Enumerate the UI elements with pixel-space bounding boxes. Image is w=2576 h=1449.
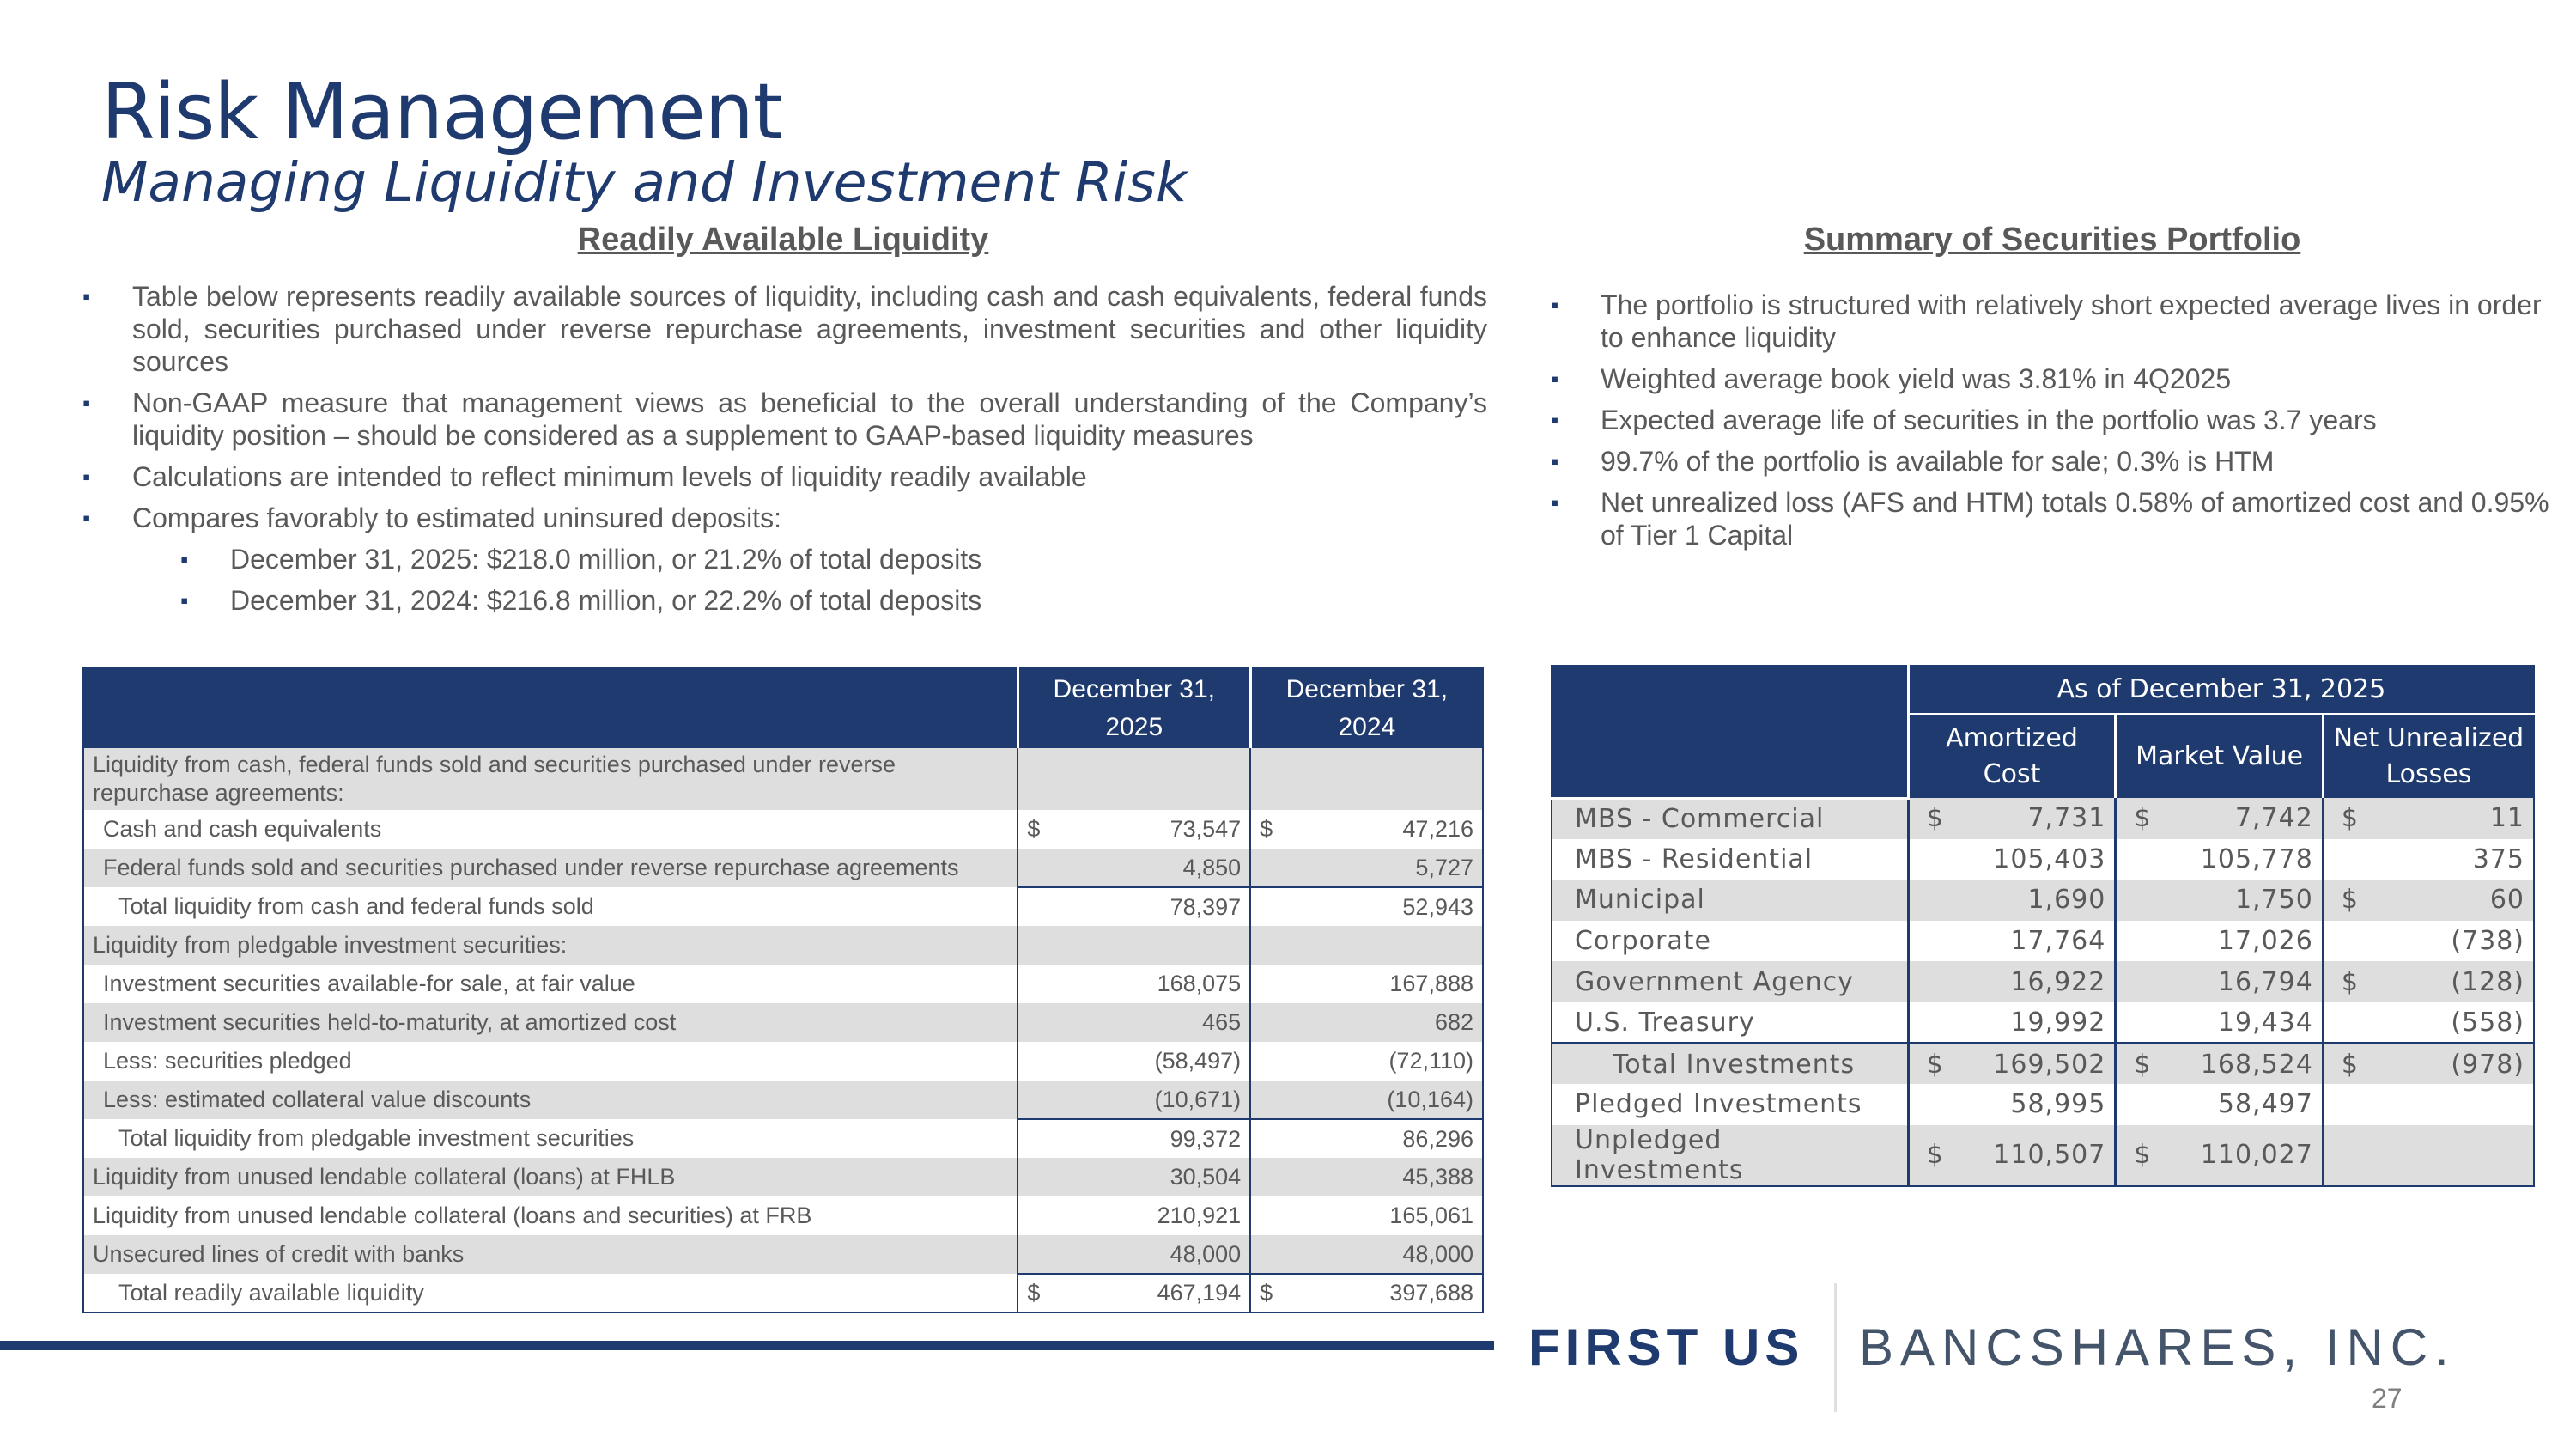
currency-sign: $	[1260, 816, 1273, 842]
table-row	[83, 1158, 1483, 1196]
bullet-item: ▪ Non-GAAP measure that management views as beneficial to the overall understanding of the Company’s liquidity position – should be considered as a supplement to GAAP-based liquidity measures	[82, 387, 1487, 452]
table-row	[1552, 880, 2534, 921]
bullet-item: ▪ Compares favorably to estimated uninsured deposits:	[82, 502, 1487, 534]
currency-sign: $	[2134, 803, 2152, 834]
row-label: Liquidity from unused lendable collateral (loans and securities) at FRB	[83, 1196, 1018, 1235]
cell-2025: 99,372	[1018, 1119, 1250, 1158]
cell-market-value: 17,026	[2116, 921, 2324, 962]
cell-2024: (10,164)	[1250, 1081, 1483, 1119]
table-row	[1552, 798, 2534, 839]
cell-net-unrealized: (558)	[2323, 1002, 2534, 1044]
currency-sign: $	[2134, 1049, 2152, 1080]
row-label: Federal funds sold and securities purchased under reverse repurchase agreements	[83, 849, 1018, 887]
row-label: Liquidity from pledgable investment securities:	[83, 926, 1018, 965]
row-label: Pledged Investments	[1552, 1084, 1908, 1125]
cell-net-unrealized	[2323, 1125, 2534, 1186]
table-row	[83, 965, 1483, 1003]
column-header: Net Unrealized Losses	[2323, 714, 2534, 798]
currency-sign: $	[1260, 1280, 1273, 1306]
liquidity-bullet-list	[82, 280, 1487, 625]
table-row	[1552, 961, 2534, 1002]
securities-table	[1551, 665, 2535, 1187]
cell-value: 7,742	[2234, 803, 2313, 834]
cell-2024	[1250, 926, 1483, 965]
column-header: December 31, 2025	[1018, 667, 1250, 748]
cell-2024	[1250, 1274, 1483, 1312]
cell-amortized-cost: 58,995	[1908, 1084, 2116, 1125]
cell-value: 467,194	[1157, 1280, 1242, 1306]
bullet-item: ▪ The portfolio is structured with relatively short expected average lives in order to enhance liquidity	[1551, 289, 2564, 354]
cell-market-value: 58,497	[2116, 1084, 2324, 1125]
cell-2025: 48,000	[1018, 1235, 1250, 1274]
cell-2025: 78,397	[1018, 887, 1250, 926]
cell-2024: 165,061	[1250, 1196, 1483, 1235]
row-label: Liquidity from cash, federal funds sold and securities purchased under reverse repurchase agreements:	[83, 748, 1018, 810]
cell-value: 47,216	[1402, 816, 1473, 842]
table-row	[83, 1003, 1483, 1042]
cell-2025	[1018, 810, 1250, 849]
cell-2025: (10,671)	[1018, 1081, 1250, 1119]
row-label: Corporate	[1552, 921, 1908, 962]
row-label: U.S. Treasury	[1552, 1002, 1908, 1044]
currency-sign: $	[2341, 803, 2359, 834]
company-logo-bancshares: BANCSHARES, INC.	[1859, 1318, 2456, 1376]
cell-2024: 682	[1250, 1003, 1483, 1042]
cell-value: 397,688	[1389, 1280, 1473, 1306]
row-label: Less: securities pledged	[83, 1042, 1018, 1081]
cell-amortized-cost: 19,992	[1908, 1002, 2116, 1044]
cell-value: 169,502	[1993, 1049, 2106, 1080]
currency-sign: $	[1926, 1140, 1944, 1171]
cell-2025: 465	[1018, 1003, 1250, 1042]
currency-sign: $	[1027, 1280, 1041, 1306]
currency-sign: $	[2341, 1049, 2359, 1080]
logo-divider	[1834, 1283, 1837, 1412]
currency-sign: $	[1926, 803, 1944, 834]
cell-2024: 167,888	[1250, 965, 1483, 1003]
header-blank	[83, 667, 1018, 748]
cell-2025: 168,075	[1018, 965, 1250, 1003]
cell-market-value: 19,434	[2116, 1002, 2324, 1044]
cell-value: 110,027	[2200, 1140, 2313, 1171]
cell-net-unrealized	[2323, 961, 2534, 1002]
table-row	[83, 1081, 1483, 1119]
cell-value: (978)	[2451, 1049, 2524, 1080]
table-row	[1552, 1084, 2534, 1125]
cell-net-unrealized	[2323, 1084, 2534, 1125]
currency-sign: $	[1926, 1049, 1944, 1080]
row-label: MBS - Residential	[1552, 839, 1908, 880]
table-row	[1552, 1044, 2534, 1085]
bullet-item: ▪ Weighted average book yield was 3.81% in 4Q2025	[1551, 362, 2564, 395]
footer-divider-bar	[0, 1341, 1494, 1350]
cell-2024: 45,388	[1250, 1158, 1483, 1196]
cell-market-value	[2116, 1044, 2324, 1085]
cell-net-unrealized: (738)	[2323, 921, 2534, 962]
row-label: Investment securities available-for sale, at fair value	[83, 965, 1018, 1003]
cell-value: 11	[2489, 803, 2524, 834]
group-header: As of December 31, 2025	[1908, 666, 2534, 714]
table-row	[83, 926, 1483, 965]
cell-2024: 86,296	[1250, 1119, 1483, 1158]
cell-2024: 5,727	[1250, 849, 1483, 887]
header-blank	[1552, 666, 1908, 798]
table-header-row	[83, 667, 1483, 748]
row-label: Less: estimated collateral value discounts	[83, 1081, 1018, 1119]
cell-2024: 48,000	[1250, 1235, 1483, 1274]
cell-amortized-cost	[1908, 1125, 2116, 1186]
row-label: Unsecured lines of credit with banks	[83, 1235, 1018, 1274]
table-row	[83, 810, 1483, 849]
table-row	[83, 1042, 1483, 1081]
cell-value: 73,547	[1170, 816, 1242, 842]
cell-2024	[1250, 748, 1483, 810]
cell-value: 110,507	[1993, 1140, 2106, 1171]
cell-value: 168,524	[2200, 1049, 2313, 1080]
row-label: Liquidity from unused lendable collateral (loans) at FHLB	[83, 1158, 1018, 1196]
cell-value: 7,731	[2027, 803, 2106, 834]
sub-bullet-item: ▪ December 31, 2024: $216.8 million, or 22.2% of total deposits	[82, 584, 1487, 617]
currency-sign: $	[2134, 1140, 2152, 1171]
table-row	[83, 1196, 1483, 1235]
cell-2025: (58,497)	[1018, 1042, 1250, 1081]
table-row	[83, 748, 1483, 810]
cell-net-unrealized	[2323, 880, 2534, 921]
company-logo-first-us: FIRST US	[1528, 1318, 1805, 1376]
cell-net-unrealized: 375	[2323, 839, 2534, 880]
liquidity-table	[82, 667, 1484, 1313]
cell-2025	[1018, 748, 1250, 810]
cell-amortized-cost: 1,690	[1908, 880, 2116, 921]
cell-amortized-cost: 17,764	[1908, 921, 2116, 962]
liquidity-heading: Readily Available Liquidity	[577, 222, 989, 258]
column-header: Market Value	[2116, 714, 2324, 798]
cell-value: (128)	[2451, 966, 2524, 997]
cell-2025	[1018, 1274, 1250, 1312]
cell-market-value: 1,750	[2116, 880, 2324, 921]
cell-market-value: 16,794	[2116, 961, 2324, 1002]
cell-net-unrealized	[2323, 798, 2534, 839]
cell-2024: (72,110)	[1250, 1042, 1483, 1081]
cell-value: 60	[2489, 885, 2524, 916]
cell-2024	[1250, 810, 1483, 849]
table-row	[83, 887, 1483, 926]
bullet-item: ▪ Calculations are intended to reflect minimum levels of liquidity readily available	[82, 460, 1487, 493]
bullet-item: ▪ Net unrealized loss (AFS and HTM) totals 0.58% of amortized cost and 0.95% of Tier 1 Capital	[1551, 486, 2564, 551]
table-row	[83, 1274, 1483, 1312]
cell-market-value	[2116, 798, 2324, 839]
row-label: Municipal	[1552, 880, 1908, 921]
cell-market-value: 105,778	[2116, 839, 2324, 880]
column-header: Amortized Cost	[1908, 714, 2116, 798]
bullet-item: ▪ Table below represents readily available sources of liquidity, including cash and cash equivalents, federal funds sold, securities purchased under reverse repurchase agreements, investment securities and other liquidity sources	[82, 280, 1487, 378]
currency-sign: $	[2341, 966, 2359, 997]
row-label: MBS - Commercial	[1552, 798, 1908, 839]
currency-sign: $	[1027, 816, 1041, 842]
row-label: Government Agency	[1552, 961, 1908, 1002]
cell-2024: 52,943	[1250, 887, 1483, 926]
bullet-item: ▪ 99.7% of the portfolio is available for sale; 0.3% is HTM	[1551, 445, 2564, 478]
cell-net-unrealized	[2323, 1044, 2534, 1085]
row-label: Investment securities held-to-maturity, at amortized cost	[83, 1003, 1018, 1042]
securities-bullet-list	[1551, 289, 2564, 560]
page-number: 27	[2372, 1383, 2403, 1414]
table-row	[1552, 1125, 2534, 1186]
cell-2025: 210,921	[1018, 1196, 1250, 1235]
cell-amortized-cost	[1908, 1044, 2116, 1085]
column-header: December 31, 2024	[1250, 667, 1483, 748]
currency-sign: $	[2341, 885, 2359, 916]
row-label: Unpledged Investments	[1552, 1125, 1908, 1186]
cell-market-value	[2116, 1125, 2324, 1186]
row-label: Total liquidity from pledgable investment securities	[83, 1119, 1018, 1158]
page-title: Risk Management	[101, 67, 783, 157]
bullet-item: ▪ Expected average life of securities in the portfolio was 3.7 years	[1551, 404, 2564, 436]
cell-amortized-cost	[1908, 798, 2116, 839]
row-label: Total readily available liquidity	[83, 1274, 1018, 1312]
sub-bullet-item: ▪ December 31, 2025: $218.0 million, or 21.2% of total deposits	[82, 543, 1487, 575]
table-row	[1552, 839, 2534, 880]
table-row	[83, 849, 1483, 887]
cell-amortized-cost: 105,403	[1908, 839, 2116, 880]
row-label: Total Investments	[1552, 1044, 1908, 1085]
row-label: Total liquidity from cash and federal funds sold	[83, 887, 1018, 926]
cell-2025: 4,850	[1018, 849, 1250, 887]
page-subtitle: Managing Liquidity and Investment Risk	[101, 151, 1188, 214]
cell-2025: 30,504	[1018, 1158, 1250, 1196]
table-row	[83, 1235, 1483, 1274]
table-header-row	[1552, 666, 2534, 714]
cell-amortized-cost: 16,922	[1908, 961, 2116, 1002]
row-label: Cash and cash equivalents	[83, 810, 1018, 849]
table-row	[83, 1119, 1483, 1158]
cell-2025	[1018, 926, 1250, 965]
table-row	[1552, 1002, 2534, 1044]
table-row	[1552, 921, 2534, 962]
securities-heading: Summary of Securities Portfolio	[1803, 222, 2301, 258]
